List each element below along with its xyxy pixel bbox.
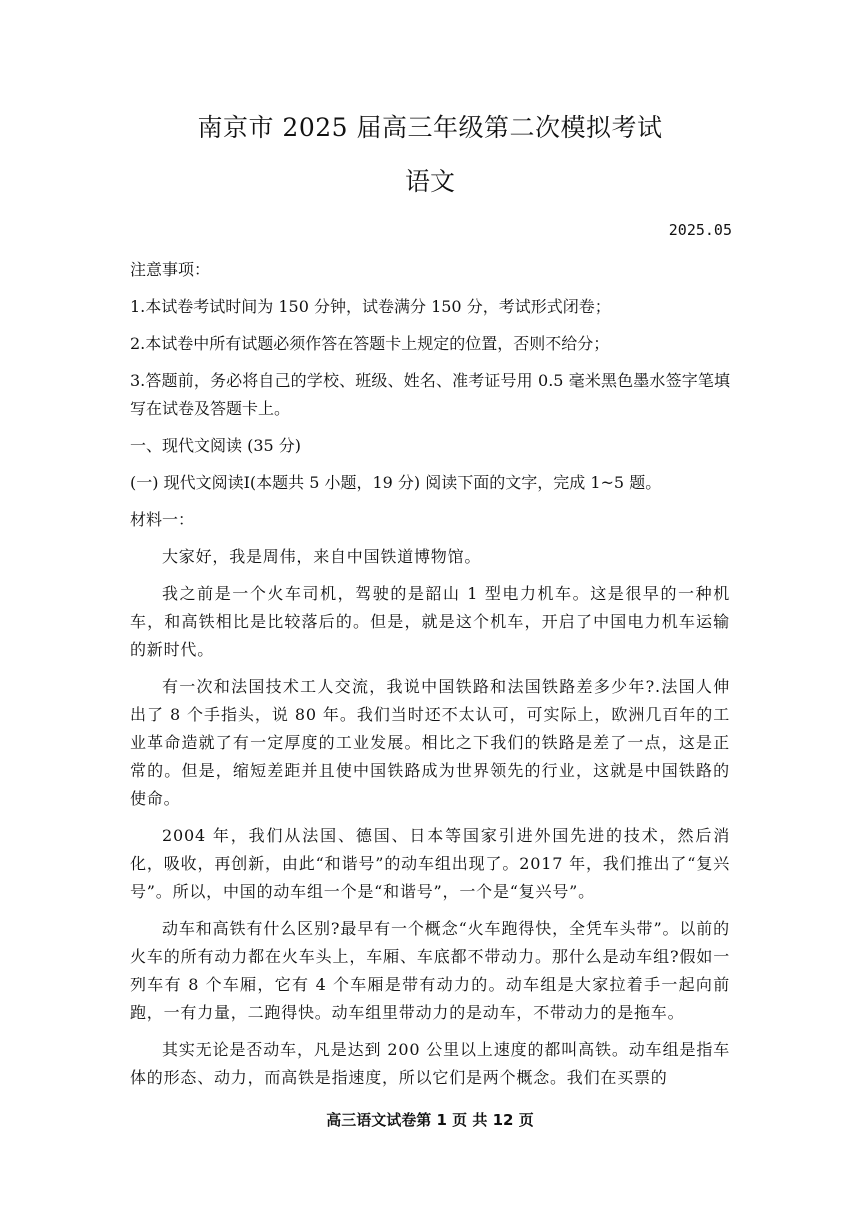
exam-title: 南京市 2025 届高三年级第二次模拟考试	[197, 113, 663, 142]
section-heading: 一、现代文阅读 (35 分)	[130, 436, 302, 455]
material-label: 材料一：	[130, 510, 195, 529]
page-footer: 高三语文试卷第 1 页 共 12 页	[326, 1111, 534, 1129]
paragraph-1: 大家好，我是周伟，来自中国铁道博物馆。	[162, 547, 482, 566]
exam-date: 2025.05	[668, 221, 732, 239]
subject-title: 语文	[404, 167, 455, 196]
paragraph-3: 有一次和法国技术工人交流，我说中国铁路和法国铁路差多少年?.法国人伸出了 8 个手指头，说 80 年。我们当时还不太认可，可实际上，欧洲几百年的工业革命造就了有一定厚度的工业发展。相比之下我们的铁路是差了一点，这是正常的。但是，缩短差距并且使中国铁路成为世界领先的行业，这就是中国铁路的使命。	[130, 677, 730, 808]
notice-heading: 注意事项：	[130, 260, 211, 279]
notice-item-1: 1.本试卷考试时间为 150 分钟，试卷满分 150 分，考试形式闭卷；	[130, 297, 611, 316]
paragraph-6: 其实无论是否动车，凡是达到 200 公里以上速度的都叫高铁。动车组是指车体的形态、动力，而高铁是指速度，所以它们是两个概念。我们在买票的	[130, 1040, 730, 1087]
notice-item-3: 3.答题前，务必将自己的学校、班级、姓名、准考证号用 0.5 毫米黑色墨水签字笔填写在试卷及答题卡上。	[130, 371, 730, 418]
paragraph-2: 我之前是一个火车司机，驾驶的是韶山 1 型电力机车。这是很早的一种机车，和高铁相比是比较落后的。但是，就是这个机车，开启了中国电力机车运输的新时代。	[130, 584, 730, 659]
section-subheading: (一) 现代文阅读Ⅰ(本题共 5 小题，19 分) 阅读下面的文字，完成 1~5 题。	[130, 473, 662, 492]
notice-item-2: 2.本试卷中所有试题必须作答在答题卡上规定的位置，否则不给分；	[130, 334, 610, 353]
document-body	[130, 256, 730, 1101]
paragraph-4: 2004 年，我们从法国、德国、日本等国家引进外国先进的技术，然后消化，吸收，再创新，由此“和谐号”的动车组出现了。2017 年，我们推出了“复兴号”。所以，中国的动车组一个是“和谐号”，一个是“复兴号”。	[130, 826, 730, 901]
paragraph-5: 动车和高铁有什么区别?最早有一个概念“火车跑得快，全凭车头带”。以前的火车的所有动力都在火车头上，车厢、车底都不带动力。那什么是动车组?假如一列车有 8 个车厢，它有 4 个车厢是带有动力的。动车组是大家拉着手一起向前跑，一有力量，二跑得快。动车组里带动力的是动车，不带动力的是拖车。	[130, 919, 730, 1022]
